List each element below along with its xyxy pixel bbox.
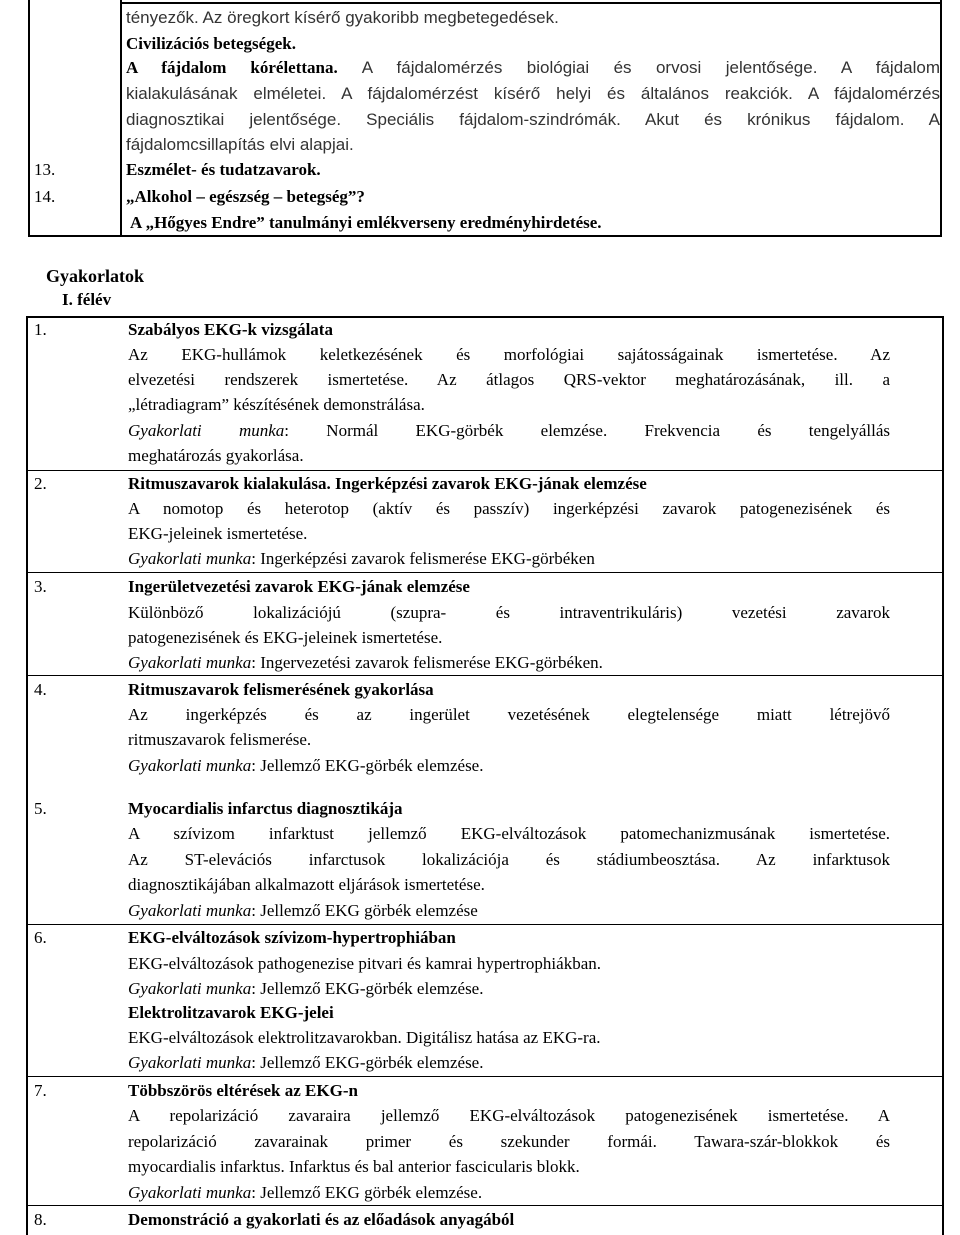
practical-work-line: Gyakorlati munka: Normál EKG-görbék elemzése. Frekvencia és tengelyállás: [128, 421, 890, 440]
lecture-text-line: tényezők. Az öregkort kísérő gyakoribb megbetegedések.: [126, 8, 559, 27]
practical-text: meghatározás gyakorlása.: [128, 446, 304, 465]
practical-text: A repolarizáció zavaraira jellemző EKG-elváltozások patogenezisének ismertetése. A: [128, 1106, 890, 1125]
practical-work-line: Gyakorlati munka: Jellemző EKG-görbék elemzése.: [128, 979, 484, 998]
practical-text: „létradiagram” készítésének demonstrálása.: [128, 395, 425, 414]
practical-title: Ingerületvezetési zavarok EKG-jának elemzése: [128, 577, 470, 596]
practical-work-line: Gyakorlati munka: Jellemző EKG görbék elemzése: [128, 901, 478, 920]
practical-text: A nomotop és heterotop (aktív és passzív) ingerképzési zavarok patogenezisének és: [128, 499, 890, 518]
section-heading: Gyakorlatok: [46, 266, 145, 286]
practical-text: A szívizom infarktust jellemző EKG-elváltozások patomechanizmusának ismertetése.: [128, 824, 890, 843]
practical-text: ritmuszavarok felismerése.: [128, 730, 312, 749]
practical-text: Az EKG-hullámok keletkezésének és morfológiai sajátosságainak ismertetése. Az: [128, 345, 890, 364]
practical-number: 5.: [34, 799, 47, 818]
practical-text: repolarizáció zavarainak primer és szekunder formái. Tawara-szár-blokkok és: [128, 1132, 890, 1151]
practical-title: Demonstráció a gyakorlati és az előadások anyagából: [128, 1210, 515, 1229]
practical-text: EKG-elváltozások elektrolitzavarokban. Digitálisz hatása az EKG-ra.: [128, 1028, 601, 1047]
lecture-text-line: A fájdalom kórélettana. A fájdalomérzés biológiai és orvosi jelentősége. A fájdalom: [126, 58, 940, 77]
practical-text: Az ingerképzés és az ingerület vezetésének elegtelensége miatt létrejövő: [128, 705, 890, 724]
lecture-text-line: fájdalomcsillapítás elvi alapjai.: [126, 135, 354, 154]
semester-heading: I. félév: [62, 290, 112, 309]
practical-title: Myocardialis infarctus diagnosztikája: [128, 799, 403, 818]
practical-number: 2.: [34, 474, 47, 493]
practical-number: 4.: [34, 680, 47, 699]
lecture-number: 13.: [34, 160, 56, 179]
practical-text: EKG-elváltozások pathogenezise pitvari és kamrai hypertrophiákban.: [128, 954, 601, 973]
practical-title: Ritmuszavarok kialakulása. Ingerképzési zavarok EKG-jának elemzése: [128, 474, 647, 493]
practical-title: Szabályos EKG-k vizsgálata: [128, 320, 333, 339]
lecture-topic-title: A „Hőgyes Endre” tanulmányi emlékverseny eredményhirdetése.: [130, 213, 602, 232]
lecture-text-line: diagnosztikai jelentősége. Speciális fájdalom-szindrómák. Akut és krónikus fájdalom. A: [126, 110, 940, 129]
practical-text: EKG-jeleinek ismertetése.: [128, 524, 308, 543]
practical-work-line: Gyakorlati munka: Jellemző EKG-görbék elemzése.: [128, 756, 484, 775]
practical-text: diagnosztikájában alkalmazott eljárások ismertetése.: [128, 875, 485, 894]
practical-subtitle: Elektrolitzavarok EKG-jelei: [128, 1003, 334, 1022]
practical-title: EKG-elváltozások szívizom-hypertrophiában: [128, 928, 456, 947]
practical-number: 6.: [34, 928, 47, 947]
practical-number: 1.: [34, 320, 47, 339]
practical-text: elvezetési rendszerek ismertetése. Az átlagos QRS-vektor meghatározásának, ill. a: [128, 370, 890, 389]
lecture-topic-title: „Alkohol – egészség – betegség”?: [126, 187, 365, 206]
practical-work-line: Gyakorlati munka: Ingerképzési zavarok felismerése EKG-görbéken: [128, 549, 595, 568]
practical-number: 3.: [34, 577, 47, 596]
practical-number: 8.: [34, 1210, 47, 1229]
practical-work-line: Gyakorlati munka: Jellemző EKG-görbék elemzése.: [128, 1053, 484, 1072]
practical-work-line: Gyakorlati munka: Ingervezetési zavarok felismerése EKG-görbéken.: [128, 653, 603, 672]
practical-text: patogenezisének és EKG-jeleinek ismertetése.: [128, 628, 443, 647]
practical-number: 7.: [34, 1081, 47, 1100]
lecture-number: 14.: [34, 187, 56, 206]
practical-work-line: Gyakorlati munka: Jellemző EKG görbék elemzése.: [128, 1183, 483, 1202]
practical-text: Különböző lokalizációjú (szupra- és intraventrikuláris) vezetési zavarok: [128, 603, 890, 622]
practical-title: Többszörös eltérések az EKG-n: [128, 1081, 358, 1100]
practical-text: Az ST-elevációs infarctusok lokalizációja és stádiumbeosztása. Az infarktusok: [128, 850, 890, 869]
practical-title: Ritmuszavarok felismerésének gyakorlása: [128, 680, 434, 699]
lecture-text-line: kialakulásának elméletei. A fájdalomérzést kísérő helyi és általános reakciók. A fájdalomérzés: [126, 84, 940, 103]
practical-text: myocardialis infarktus. Infarktus és bal anterior fascicularis blokk.: [128, 1157, 580, 1176]
lecture-topic-title: Eszmélet- és tudatzavarok.: [126, 160, 321, 179]
lecture-topic-title: Civilizációs betegségek.: [126, 34, 296, 53]
